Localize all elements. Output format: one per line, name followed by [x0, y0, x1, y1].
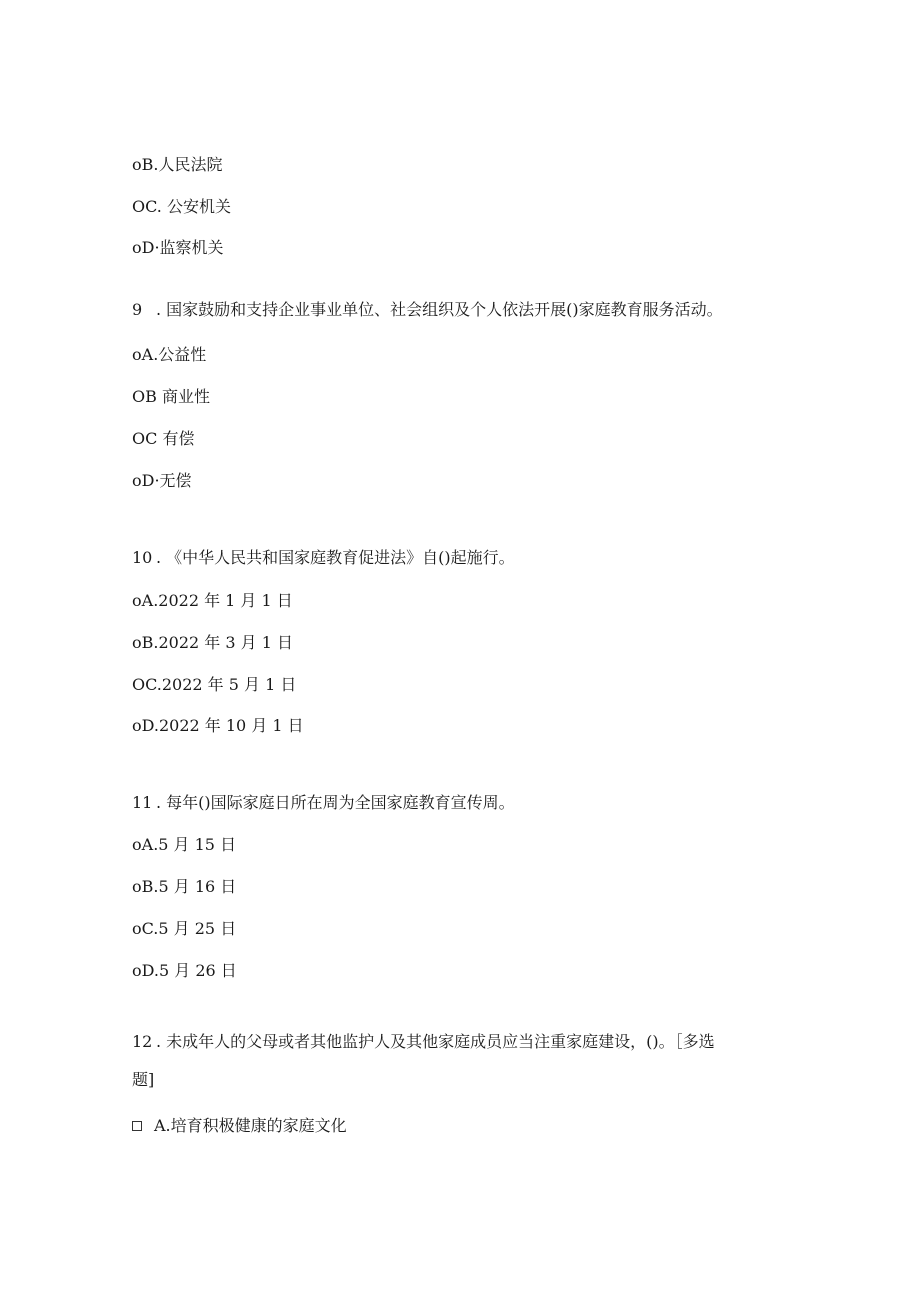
option-10-a: oA.2022 年 1 月 1 日 — [132, 591, 293, 610]
option-10-d: oD.2022 年 10 月 1 日 — [132, 716, 304, 735]
option-9-d: oD·无偿 — [132, 471, 192, 490]
question-12-continuation: 题] — [132, 1070, 155, 1089]
question-text: . 《中华人民共和国家庭教育促进法》自()起施行。 — [156, 548, 515, 567]
option-label: A.培育积极健康的家庭文化 — [154, 1116, 347, 1135]
question-text: . 每年()国际家庭日所在周为全国家庭教育宣传周。 — [156, 793, 515, 812]
question-number: 9 — [132, 300, 143, 319]
option-8-d: oD·监察机关 — [132, 238, 224, 257]
option-10-b: oB.2022 年 3 月 1 日 — [132, 633, 293, 652]
option-11-c: oC.5 月 25 日 — [132, 919, 237, 938]
question-10 — [132, 547, 515, 569]
checkbox-icon[interactable] — [132, 1121, 142, 1131]
option-11-d: oD.5 月 26 日 — [132, 961, 237, 980]
option-10-c: OC.2022 年 5 月 1 日 — [132, 675, 297, 694]
option-11-b: oB.5 月 16 日 — [132, 877, 237, 896]
question-12 — [132, 1031, 715, 1053]
question-number: 11 — [132, 793, 153, 812]
question-number: 12 — [132, 1032, 153, 1051]
option-8-b: oB.人民法院 — [132, 155, 223, 174]
option-11-a: oA.5 月 15 日 — [132, 835, 237, 854]
option-8-c: OC. 公安机关 — [132, 197, 231, 216]
question-number: 10 — [132, 548, 153, 567]
question-text: . 国家鼓励和支持企业事业单位、社会组织及个人依法开展()家庭教育服务活动。 — [156, 300, 723, 319]
option-9-c: OC 有偿 — [132, 429, 195, 448]
question-11 — [132, 792, 515, 814]
option-9-a: oA.公益性 — [132, 345, 207, 364]
question-text: . 未成年人的父母或者其他监护人及其他家庭成员应当注重家庭建设，()。［多选 — [156, 1032, 715, 1051]
question-9 — [132, 299, 723, 321]
option-9-b: OB 商业性 — [132, 387, 210, 406]
option-12-a[interactable] — [132, 1115, 347, 1137]
